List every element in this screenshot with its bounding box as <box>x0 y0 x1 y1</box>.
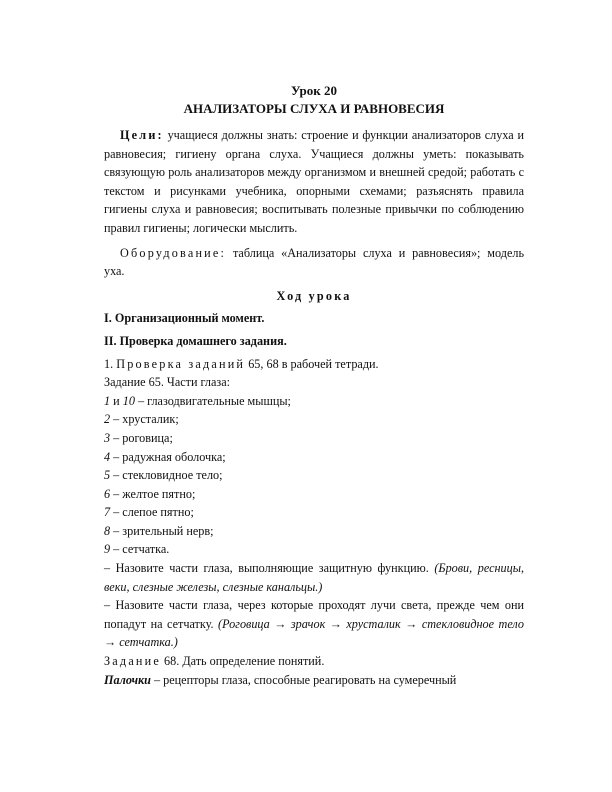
item-text: – желтое пятно; <box>110 486 196 501</box>
item-num: 7 <box>104 505 111 520</box>
item-num: 6 <box>104 486 111 501</box>
eye-part-item <box>104 485 524 504</box>
eye-part-item <box>104 429 524 448</box>
lesson-title: АНАЛИЗАТОРЫ СЛУХА И РАВНОВЕСИЯ <box>183 101 445 116</box>
item-text: – радужная оболочка; <box>110 449 226 464</box>
eye-part-item <box>104 503 524 522</box>
task68-line <box>104 652 524 671</box>
equipment-label: Оборудование: <box>120 245 227 260</box>
question-answer: (Роговица → зрачок → хрусталик → стекловидное тело → сетчатка.) <box>104 616 524 650</box>
course-heading: Ход урока <box>276 288 352 303</box>
item-text: – роговица; <box>110 430 173 445</box>
question-text: – Назовите части глаза, через которые проходят лучи света, прежде чем они попадут на сетчатку. <box>104 598 524 631</box>
task68-label: Задание <box>104 654 161 669</box>
eye-part-item <box>104 448 524 467</box>
item-num: 9 <box>104 542 111 557</box>
eye-part-item <box>104 522 524 541</box>
question-answer: (Брови, ресницы, веки, слезные железы, слезные канальцы.) <box>104 561 525 594</box>
item-sep: и <box>110 393 123 408</box>
item-num: 8 <box>104 523 111 538</box>
item-num: 10 <box>122 393 135 408</box>
lesson-number: Урок 20 <box>291 83 337 98</box>
check-line <box>104 355 524 374</box>
definition-text: – рецепторы глаза, способные реагировать на сумеречный <box>150 672 457 687</box>
question-protective <box>104 559 524 596</box>
task68-rest: 68. Дать определение понятий. <box>160 654 325 669</box>
check-label: Проверка заданий <box>116 356 246 371</box>
definition-term: Палочки <box>104 672 151 687</box>
item-text: – хрусталик; <box>110 412 179 427</box>
item-text: – глазодвигательные мышцы; <box>134 393 291 408</box>
item-text: – зрительный нерв; <box>110 523 214 538</box>
goals-text: учащиеся должны знать: строение и функции анализаторов слуха и равновесия; гигиену органа слуха. Учащиеся должны уметь: показывать связующую роль анализаторов между организмом и внешней средой; работать с текстом и рисунками учебника, опорными схемами; разъяснять правила гигиены слуха и равновесия; воспитывать полезные привычки по соблюдению правил гигиены; логически мыслить. <box>104 128 524 235</box>
item-num: 4 <box>104 449 111 464</box>
question-light-path <box>104 596 524 652</box>
eye-part-item <box>104 392 524 411</box>
goals-paragraph <box>104 126 524 238</box>
item-text: – стекловидное тело; <box>110 468 223 483</box>
task65-line: Задание 65. Части глаза: <box>104 375 231 390</box>
check-num: 1. <box>104 356 117 371</box>
eye-part-item <box>104 410 524 429</box>
equipment-text: таблица «Анализаторы слуха и равновесия»; модель уха. <box>104 245 524 279</box>
eye-part-item <box>104 466 524 485</box>
item-text: – сетчатка. <box>110 542 170 557</box>
item-num: 3 <box>104 430 111 445</box>
item-text: – слепое пятно; <box>110 505 194 520</box>
item-num: 2 <box>104 412 111 427</box>
definition-line <box>104 671 524 690</box>
section-1: I. Организационный момент. <box>104 311 265 326</box>
item-num: 5 <box>104 468 111 483</box>
check-rest: 65, 68 в рабочей тетради. <box>245 356 379 371</box>
equipment-paragraph <box>104 244 524 281</box>
eye-part-item <box>104 540 524 559</box>
question-text: – Назовите части глаза, выполняющие защитную функцию. <box>104 561 435 576</box>
goals-label: Цели: <box>120 128 164 142</box>
document-body <box>104 82 524 689</box>
item-num: 1 <box>104 393 111 408</box>
section-2: II. Проверка домашнего задания. <box>104 333 287 348</box>
